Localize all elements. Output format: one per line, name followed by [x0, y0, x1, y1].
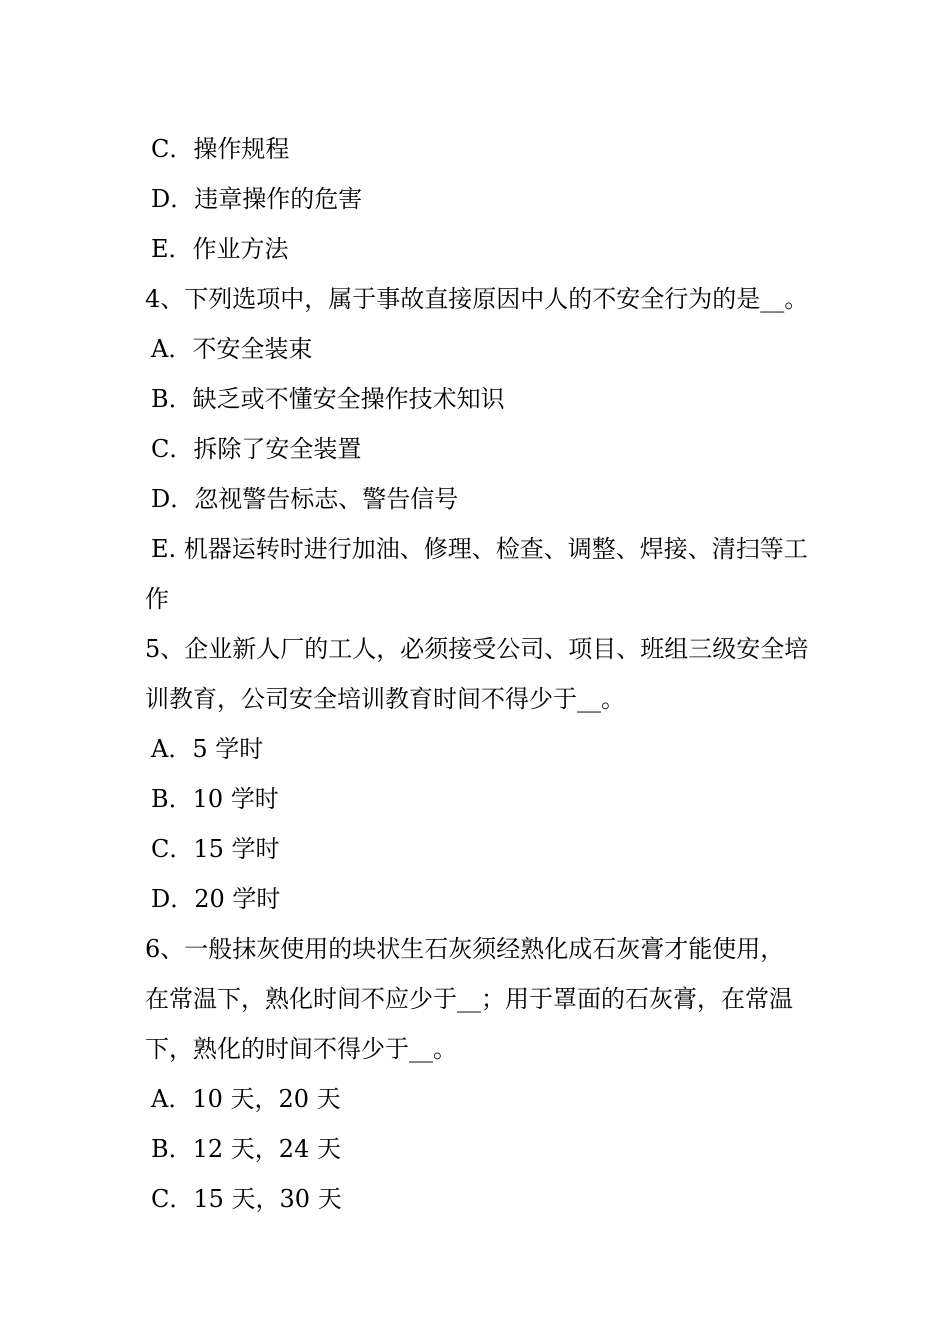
option-3c: C．操作规程	[151, 135, 290, 163]
option-6a: A．10 天，20 天	[151, 1085, 341, 1113]
option-4d: D．忽视警告标志、警告信号	[151, 485, 459, 513]
question-6-continued-1: 在常温下，熟化时间不应少于__；用于罩面的石灰膏，在常温	[145, 985, 793, 1013]
option-4e: E. 机器运转时进行加油、修理、检查、调整、焊接、清扫等工	[151, 535, 808, 563]
option-4a: A．不安全装束	[151, 335, 313, 363]
option-6b: B．12 天，24 天	[151, 1135, 341, 1163]
option-5a: A．5 学时	[151, 735, 264, 763]
option-3d: D．违章操作的危害	[151, 185, 363, 213]
option-3e: E．作业方法	[151, 235, 289, 263]
question-6: 6、一般抹灰使用的块状生石灰须经熟化成石灰膏才能使用，	[145, 935, 785, 963]
option-4c: C．拆除了安全装置	[151, 435, 362, 463]
option-4e-continued: 作	[145, 585, 169, 613]
question-5-continued: 训教育，公司安全培训教育时间不得少于__。	[145, 685, 625, 713]
question-5: 5、企业新人厂的工人，必须接受公司、项目、班组三级安全培	[145, 635, 809, 663]
document-body	[145, 124, 825, 1224]
option-5d: D．20 学时	[151, 885, 281, 913]
option-6c: C．15 天，30 天	[151, 1185, 342, 1213]
option-5b: B．10 学时	[151, 785, 279, 813]
question-4: 4、下列选项中，属于事故直接原因中人的不安全行为的是__。	[145, 285, 809, 313]
option-5c: C．15 学时	[151, 835, 280, 863]
option-4b: B．缺乏或不懂安全操作技术知识	[151, 385, 505, 413]
question-6-continued-2: 下，熟化的时间不得少于__。	[145, 1035, 457, 1063]
